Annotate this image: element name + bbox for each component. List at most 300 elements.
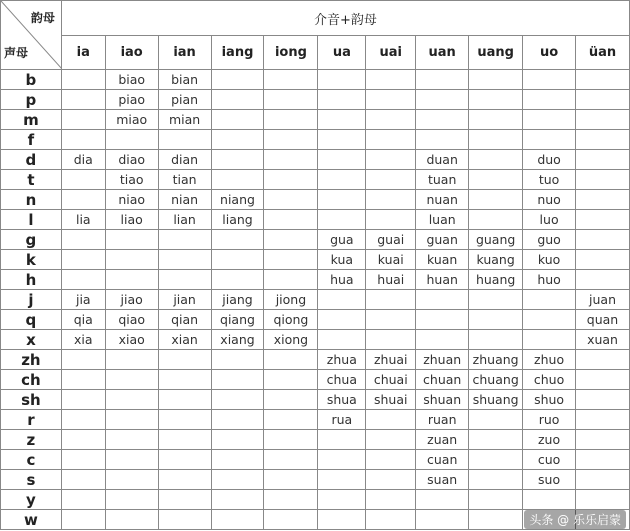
table-row bbox=[1, 410, 630, 430]
syllable-cell: niang bbox=[211, 190, 264, 210]
syllable-cell bbox=[469, 90, 523, 110]
syllable-cell: jia bbox=[61, 290, 105, 310]
syllable-cell bbox=[318, 510, 366, 530]
syllable-cell bbox=[264, 430, 318, 450]
syllable-cell: pian bbox=[158, 90, 211, 110]
column-header: ia bbox=[61, 36, 105, 70]
corner-cell bbox=[1, 1, 62, 70]
syllable-cell bbox=[576, 250, 630, 270]
syllable-cell bbox=[105, 230, 158, 250]
syllable-cell bbox=[158, 250, 211, 270]
watermark: 头条 @ 乐乐启蒙 bbox=[524, 510, 626, 529]
syllable-cell bbox=[264, 350, 318, 370]
syllable-cell: bian bbox=[158, 70, 211, 90]
syllable-cell: guan bbox=[416, 230, 469, 250]
syllable-cell: cuan bbox=[416, 450, 469, 470]
syllable-cell bbox=[469, 330, 523, 350]
syllable-cell bbox=[158, 270, 211, 290]
syllable-cell bbox=[366, 150, 416, 170]
syllable-cell bbox=[61, 250, 105, 270]
syllable-cell: jiong bbox=[264, 290, 318, 310]
table-row bbox=[1, 90, 630, 110]
syllable-cell: huan bbox=[416, 270, 469, 290]
initial-cell: r bbox=[1, 410, 62, 430]
syllable-cell bbox=[318, 90, 366, 110]
column-header: iong bbox=[264, 36, 318, 70]
syllable-cell bbox=[576, 470, 630, 490]
syllable-cell: nuo bbox=[523, 190, 576, 210]
syllable-cell bbox=[576, 390, 630, 410]
syllable-cell: luo bbox=[523, 210, 576, 230]
syllable-cell: suan bbox=[416, 470, 469, 490]
syllable-cell bbox=[105, 470, 158, 490]
syllable-cell bbox=[366, 430, 416, 450]
initial-cell: sh bbox=[1, 390, 62, 410]
syllable-cell: xian bbox=[158, 330, 211, 350]
syllable-cell bbox=[576, 70, 630, 90]
column-header-row bbox=[1, 36, 630, 70]
syllable-cell bbox=[523, 490, 576, 510]
syllable-cell bbox=[318, 430, 366, 450]
syllable-cell bbox=[576, 270, 630, 290]
syllable-cell bbox=[416, 90, 469, 110]
syllable-cell bbox=[158, 430, 211, 450]
syllable-cell bbox=[105, 270, 158, 290]
syllable-cell bbox=[264, 270, 318, 290]
syllable-cell: zhuan bbox=[416, 350, 469, 370]
syllable-cell bbox=[264, 410, 318, 430]
syllable-cell: qiong bbox=[264, 310, 318, 330]
table-body bbox=[1, 70, 630, 530]
syllable-cell: tuan bbox=[416, 170, 469, 190]
syllable-cell bbox=[523, 330, 576, 350]
initial-cell: w bbox=[1, 510, 62, 530]
syllable-cell: rua bbox=[318, 410, 366, 430]
column-header: ian bbox=[158, 36, 211, 70]
syllable-cell: xuan bbox=[576, 330, 630, 350]
syllable-cell bbox=[264, 210, 318, 230]
syllable-cell bbox=[264, 130, 318, 150]
initial-cell: zh bbox=[1, 350, 62, 370]
syllable-cell bbox=[469, 290, 523, 310]
syllable-cell: chuai bbox=[366, 370, 416, 390]
syllable-cell bbox=[576, 350, 630, 370]
table-row bbox=[1, 230, 630, 250]
syllable-cell: chuan bbox=[416, 370, 469, 390]
syllable-cell: juan bbox=[576, 290, 630, 310]
syllable-cell: jian bbox=[158, 290, 211, 310]
syllable-cell bbox=[61, 90, 105, 110]
syllable-cell: gua bbox=[318, 230, 366, 250]
main-header: 介音+韵母 bbox=[61, 1, 629, 36]
syllable-cell bbox=[576, 90, 630, 110]
syllable-cell bbox=[61, 370, 105, 390]
syllable-cell: chuo bbox=[523, 370, 576, 390]
syllable-cell bbox=[264, 70, 318, 90]
syllable-cell bbox=[158, 230, 211, 250]
syllable-cell: xiong bbox=[264, 330, 318, 350]
syllable-cell bbox=[366, 510, 416, 530]
table-row bbox=[1, 70, 630, 90]
syllable-cell bbox=[61, 170, 105, 190]
syllable-cell: miao bbox=[105, 110, 158, 130]
syllable-cell bbox=[366, 330, 416, 350]
syllable-cell bbox=[61, 390, 105, 410]
syllable-cell bbox=[105, 430, 158, 450]
syllable-cell: qiao bbox=[105, 310, 158, 330]
syllable-cell: zhuo bbox=[523, 350, 576, 370]
syllable-cell bbox=[576, 430, 630, 450]
syllable-cell bbox=[211, 430, 264, 450]
syllable-cell bbox=[523, 130, 576, 150]
column-header: uai bbox=[366, 36, 416, 70]
syllable-cell: diao bbox=[105, 150, 158, 170]
syllable-cell bbox=[105, 410, 158, 430]
syllable-cell: zhua bbox=[318, 350, 366, 370]
syllable-cell bbox=[105, 510, 158, 530]
column-header: uang bbox=[469, 36, 523, 70]
corner-label-initials: 声母 bbox=[4, 46, 29, 60]
syllable-cell: cuo bbox=[523, 450, 576, 470]
syllable-cell bbox=[264, 110, 318, 130]
initial-cell: k bbox=[1, 250, 62, 270]
syllable-cell bbox=[61, 430, 105, 450]
initial-cell: d bbox=[1, 150, 62, 170]
initial-cell: x bbox=[1, 330, 62, 350]
syllable-cell: ruan bbox=[416, 410, 469, 430]
syllable-cell: xia bbox=[61, 330, 105, 350]
initial-cell: c bbox=[1, 450, 62, 470]
column-header: iang bbox=[211, 36, 264, 70]
syllable-cell bbox=[158, 470, 211, 490]
syllable-cell bbox=[523, 90, 576, 110]
syllable-cell: huai bbox=[366, 270, 416, 290]
column-header: uan bbox=[416, 36, 469, 70]
table-row bbox=[1, 270, 630, 290]
syllable-cell bbox=[416, 310, 469, 330]
syllable-cell bbox=[61, 230, 105, 250]
table-row bbox=[1, 350, 630, 370]
syllable-cell bbox=[318, 130, 366, 150]
table-row bbox=[1, 210, 630, 230]
syllable-cell bbox=[318, 310, 366, 330]
syllable-cell: liao bbox=[105, 210, 158, 230]
syllable-cell bbox=[264, 150, 318, 170]
syllable-cell bbox=[318, 210, 366, 230]
syllable-cell bbox=[469, 450, 523, 470]
syllable-cell: nian bbox=[158, 190, 211, 210]
syllable-cell bbox=[523, 290, 576, 310]
syllable-cell: zhuai bbox=[366, 350, 416, 370]
syllable-cell bbox=[264, 470, 318, 490]
syllable-cell bbox=[366, 190, 416, 210]
syllable-cell: kuang bbox=[469, 250, 523, 270]
syllable-cell bbox=[469, 490, 523, 510]
syllable-cell bbox=[318, 450, 366, 470]
syllable-cell bbox=[469, 190, 523, 210]
table-row bbox=[1, 190, 630, 210]
table-row bbox=[1, 450, 630, 470]
syllable-cell bbox=[264, 170, 318, 190]
syllable-cell bbox=[576, 450, 630, 470]
syllable-cell: lian bbox=[158, 210, 211, 230]
syllable-cell: shua bbox=[318, 390, 366, 410]
syllable-cell bbox=[264, 370, 318, 390]
syllable-cell bbox=[576, 210, 630, 230]
syllable-cell bbox=[366, 170, 416, 190]
syllable-cell bbox=[469, 430, 523, 450]
syllable-cell: shuang bbox=[469, 390, 523, 410]
syllable-cell: nuan bbox=[416, 190, 469, 210]
table-row bbox=[1, 110, 630, 130]
syllable-cell: shuan bbox=[416, 390, 469, 410]
syllable-cell: dia bbox=[61, 150, 105, 170]
syllable-cell: qia bbox=[61, 310, 105, 330]
syllable-cell bbox=[264, 450, 318, 470]
syllable-cell bbox=[61, 490, 105, 510]
syllable-cell bbox=[105, 490, 158, 510]
initial-cell: z bbox=[1, 430, 62, 450]
syllable-cell bbox=[61, 410, 105, 430]
syllable-cell bbox=[523, 310, 576, 330]
initial-cell: j bbox=[1, 290, 62, 310]
syllable-cell bbox=[576, 170, 630, 190]
syllable-cell: shuo bbox=[523, 390, 576, 410]
initial-cell: h bbox=[1, 270, 62, 290]
syllable-cell bbox=[576, 190, 630, 210]
syllable-cell bbox=[61, 110, 105, 130]
table-row bbox=[1, 490, 630, 510]
initial-cell: n bbox=[1, 190, 62, 210]
syllable-cell bbox=[61, 510, 105, 530]
syllable-cell: guai bbox=[366, 230, 416, 250]
syllable-cell bbox=[576, 230, 630, 250]
syllable-cell: tiao bbox=[105, 170, 158, 190]
syllable-cell bbox=[158, 410, 211, 430]
syllable-cell bbox=[576, 150, 630, 170]
syllable-cell bbox=[211, 450, 264, 470]
syllable-cell bbox=[523, 70, 576, 90]
column-header: iao bbox=[105, 36, 158, 70]
syllable-cell bbox=[366, 130, 416, 150]
syllable-cell bbox=[318, 470, 366, 490]
syllable-cell bbox=[576, 490, 630, 510]
syllable-cell bbox=[211, 230, 264, 250]
initial-cell: ch bbox=[1, 370, 62, 390]
syllable-cell bbox=[211, 70, 264, 90]
syllable-cell bbox=[318, 150, 366, 170]
syllable-cell bbox=[211, 150, 264, 170]
syllable-cell bbox=[366, 450, 416, 470]
table-row bbox=[1, 370, 630, 390]
syllable-cell bbox=[211, 510, 264, 530]
syllable-cell bbox=[469, 410, 523, 430]
syllable-cell bbox=[105, 350, 158, 370]
syllable-cell bbox=[211, 470, 264, 490]
syllable-cell bbox=[366, 310, 416, 330]
syllable-cell bbox=[318, 70, 366, 90]
syllable-cell bbox=[105, 390, 158, 410]
syllable-cell bbox=[211, 490, 264, 510]
syllable-cell: kuai bbox=[366, 250, 416, 270]
syllable-cell bbox=[469, 70, 523, 90]
initial-cell: m bbox=[1, 110, 62, 130]
syllable-cell: niao bbox=[105, 190, 158, 210]
syllable-cell: kuo bbox=[523, 250, 576, 270]
syllable-cell bbox=[366, 90, 416, 110]
syllable-cell bbox=[264, 230, 318, 250]
table-row bbox=[1, 330, 630, 350]
syllable-cell bbox=[366, 410, 416, 430]
syllable-cell bbox=[211, 370, 264, 390]
syllable-cell: guang bbox=[469, 230, 523, 250]
table-row bbox=[1, 430, 630, 450]
table-row bbox=[1, 310, 630, 330]
table-row bbox=[1, 290, 630, 310]
syllable-cell bbox=[264, 390, 318, 410]
syllable-cell bbox=[61, 450, 105, 470]
syllable-cell: zuan bbox=[416, 430, 469, 450]
syllable-cell bbox=[469, 310, 523, 330]
syllable-cell bbox=[469, 210, 523, 230]
syllable-cell: suo bbox=[523, 470, 576, 490]
syllable-cell bbox=[318, 190, 366, 210]
syllable-cell bbox=[158, 350, 211, 370]
syllable-cell: piao bbox=[105, 90, 158, 110]
syllable-cell bbox=[576, 370, 630, 390]
table-row bbox=[1, 390, 630, 410]
initial-cell: q bbox=[1, 310, 62, 330]
syllable-cell bbox=[318, 330, 366, 350]
syllable-cell bbox=[318, 170, 366, 190]
initial-cell: b bbox=[1, 70, 62, 90]
syllable-cell bbox=[264, 510, 318, 530]
initial-cell: s bbox=[1, 470, 62, 490]
syllable-cell bbox=[366, 470, 416, 490]
syllable-cell: zhuang bbox=[469, 350, 523, 370]
syllable-cell bbox=[469, 150, 523, 170]
syllable-cell: jiao bbox=[105, 290, 158, 310]
syllable-cell bbox=[158, 510, 211, 530]
syllable-cell bbox=[416, 130, 469, 150]
syllable-cell bbox=[416, 490, 469, 510]
syllable-cell bbox=[158, 130, 211, 150]
initial-cell: g bbox=[1, 230, 62, 250]
syllable-cell bbox=[576, 410, 630, 430]
syllable-cell: dian bbox=[158, 150, 211, 170]
syllable-cell: kua bbox=[318, 250, 366, 270]
syllable-cell bbox=[61, 350, 105, 370]
initial-cell: l bbox=[1, 210, 62, 230]
syllable-cell bbox=[211, 170, 264, 190]
syllable-cell: jiang bbox=[211, 290, 264, 310]
corner-label-finals: 韵母 bbox=[30, 11, 55, 25]
syllable-cell bbox=[211, 350, 264, 370]
initial-cell: f bbox=[1, 130, 62, 150]
syllable-cell: tian bbox=[158, 170, 211, 190]
syllable-cell: tuo bbox=[523, 170, 576, 190]
table-row bbox=[1, 250, 630, 270]
syllable-cell: duan bbox=[416, 150, 469, 170]
syllable-cell bbox=[366, 490, 416, 510]
syllable-cell: kuan bbox=[416, 250, 469, 270]
syllable-cell: hua bbox=[318, 270, 366, 290]
syllable-cell: luan bbox=[416, 210, 469, 230]
syllable-cell bbox=[211, 110, 264, 130]
syllable-cell: qian bbox=[158, 310, 211, 330]
syllable-cell: quan bbox=[576, 310, 630, 330]
syllable-cell: huang bbox=[469, 270, 523, 290]
syllable-cell bbox=[469, 470, 523, 490]
syllable-cell bbox=[576, 110, 630, 130]
syllable-cell bbox=[318, 110, 366, 130]
syllable-cell bbox=[61, 270, 105, 290]
initial-cell: p bbox=[1, 90, 62, 110]
syllable-cell bbox=[61, 70, 105, 90]
syllable-cell bbox=[366, 110, 416, 130]
syllable-cell bbox=[211, 270, 264, 290]
syllable-cell bbox=[61, 190, 105, 210]
syllable-cell: biao bbox=[105, 70, 158, 90]
syllable-cell bbox=[61, 130, 105, 150]
initial-cell: t bbox=[1, 170, 62, 190]
syllable-cell bbox=[158, 390, 211, 410]
syllable-cell bbox=[105, 370, 158, 390]
column-header: ua bbox=[318, 36, 366, 70]
syllable-cell bbox=[469, 110, 523, 130]
syllable-cell bbox=[318, 490, 366, 510]
syllable-cell: chua bbox=[318, 370, 366, 390]
syllable-cell bbox=[211, 90, 264, 110]
column-header: uo bbox=[523, 36, 576, 70]
syllable-cell: duo bbox=[523, 150, 576, 170]
syllable-cell bbox=[105, 450, 158, 470]
syllable-cell: xiao bbox=[105, 330, 158, 350]
syllable-cell: shuai bbox=[366, 390, 416, 410]
syllable-cell bbox=[105, 130, 158, 150]
syllable-cell: chuang bbox=[469, 370, 523, 390]
table-row bbox=[1, 470, 630, 490]
syllable-cell bbox=[264, 190, 318, 210]
table-row bbox=[1, 150, 630, 170]
syllable-cell bbox=[416, 110, 469, 130]
syllable-cell: qiang bbox=[211, 310, 264, 330]
column-header: üan bbox=[576, 36, 630, 70]
syllable-cell bbox=[576, 130, 630, 150]
syllable-cell bbox=[416, 510, 469, 530]
syllable-cell bbox=[158, 370, 211, 390]
syllable-cell bbox=[469, 170, 523, 190]
syllable-cell bbox=[416, 290, 469, 310]
syllable-cell bbox=[264, 490, 318, 510]
syllable-cell bbox=[211, 130, 264, 150]
syllable-cell bbox=[366, 210, 416, 230]
syllable-cell: zuo bbox=[523, 430, 576, 450]
syllable-cell: mian bbox=[158, 110, 211, 130]
syllable-cell: ruo bbox=[523, 410, 576, 430]
table-row bbox=[1, 170, 630, 190]
syllable-cell: guo bbox=[523, 230, 576, 250]
syllable-cell: liang bbox=[211, 210, 264, 230]
syllable-cell bbox=[211, 410, 264, 430]
syllable-cell bbox=[469, 510, 523, 530]
syllable-cell bbox=[211, 250, 264, 270]
syllable-cell bbox=[264, 90, 318, 110]
syllable-cell bbox=[416, 70, 469, 90]
syllable-cell bbox=[366, 70, 416, 90]
syllable-cell bbox=[211, 390, 264, 410]
syllable-cell bbox=[469, 130, 523, 150]
